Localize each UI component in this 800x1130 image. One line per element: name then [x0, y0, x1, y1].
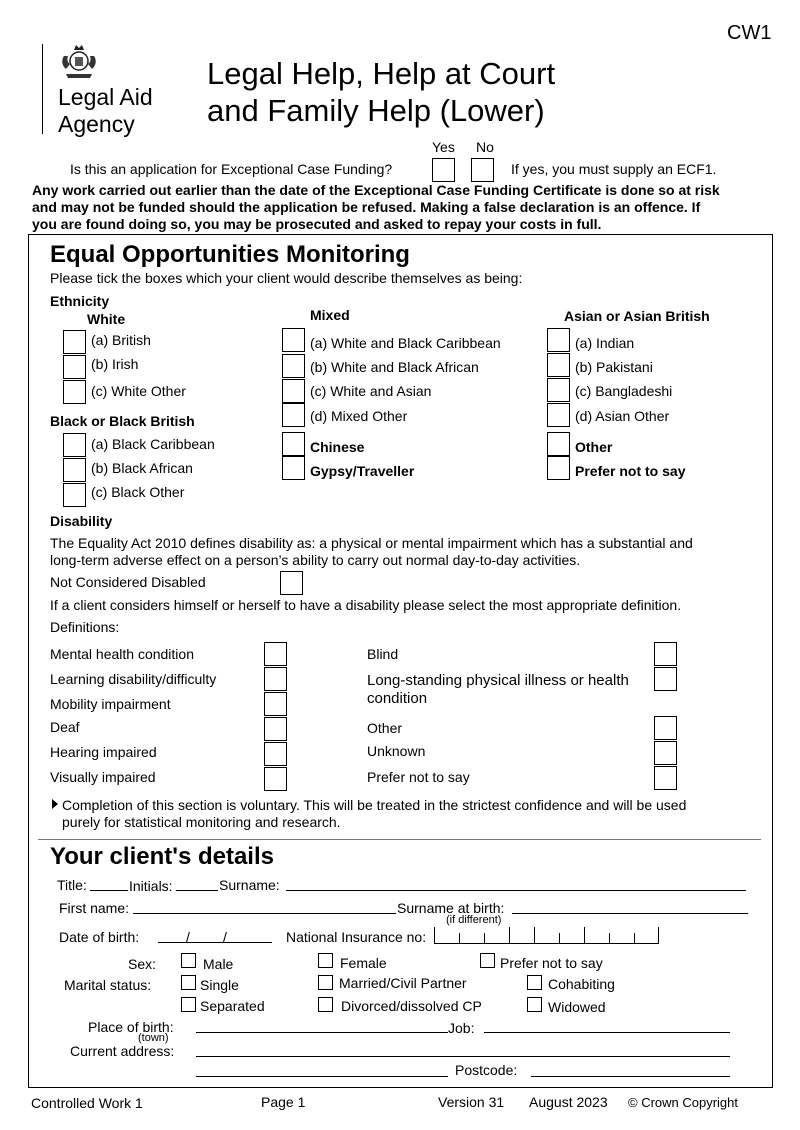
- job-label: Job:: [448, 1020, 475, 1036]
- def-learning-label: Learning disability/difficulty: [50, 671, 217, 687]
- asian-heading: Asian or Asian British: [564, 308, 710, 324]
- def-visual-label: Visually impaired: [50, 769, 156, 785]
- not-disabled-checkbox[interactable]: [280, 571, 303, 595]
- mixed-heading: Mixed: [310, 307, 350, 323]
- other-ethnicity-checkbox[interactable]: [547, 432, 570, 456]
- marital-cohabiting-checkbox[interactable]: [527, 975, 542, 990]
- mixed-other-label: (d) Mixed Other: [310, 408, 408, 424]
- marital-divorced-checkbox[interactable]: [318, 997, 333, 1012]
- def-other-label: Other: [367, 720, 403, 736]
- ecf-yes-label: Yes: [432, 139, 455, 155]
- marital-divorced-label: Divorced/dissolved CP: [341, 998, 482, 1014]
- marital-married-checkbox[interactable]: [318, 975, 333, 990]
- def-visual-checkbox[interactable]: [264, 767, 287, 791]
- asian-indian-checkbox[interactable]: [547, 328, 570, 352]
- dob-slash-1: /: [186, 929, 190, 945]
- white-british-checkbox[interactable]: [63, 330, 86, 354]
- white-irish-label: (b) Irish: [91, 356, 139, 372]
- disability-select-prompt: If a client considers himself or herself to have a disability please select the most appropriate definition.: [50, 597, 682, 613]
- asian-indian-label: (a) Indian: [575, 335, 635, 351]
- asian-bangladeshi-checkbox[interactable]: [547, 378, 570, 402]
- marital-label: Marital status:: [64, 977, 152, 993]
- white-other-label: (c) White Other: [91, 383, 186, 399]
- disability-heading: Disability: [50, 513, 113, 529]
- section-divider: [38, 839, 761, 840]
- footer-copyright: © Crown Copyright: [628, 1095, 739, 1110]
- white-irish-checkbox[interactable]: [63, 355, 86, 379]
- title-label: Title:: [57, 877, 87, 893]
- def-unknown-label: Unknown: [367, 743, 426, 759]
- ni-field[interactable]: [434, 927, 659, 944]
- ecf-question: Is this an application for Exceptional Case Funding?: [70, 161, 393, 177]
- form-title-line2: and Family Help (Lower): [207, 93, 545, 128]
- ecf-warning-line3: you are found doing so, you may be prosecuted and asked to repay your costs in full.: [32, 216, 602, 232]
- marital-widowed-label: Widowed: [548, 999, 606, 1015]
- form-code: CW1: [727, 22, 772, 44]
- sex-prefer-not-checkbox[interactable]: [480, 953, 495, 968]
- voluntary-note-line2: purely for statistical monitoring and research.: [62, 814, 341, 830]
- def-longstanding-checkbox[interactable]: [654, 667, 677, 691]
- other-ethnicity-label: Other: [575, 439, 613, 455]
- black-heading: Black or Black British: [50, 413, 195, 429]
- white-heading: White: [87, 311, 126, 327]
- dob-field[interactable]: [158, 942, 272, 943]
- place-birth-label: Place of birth:: [88, 1019, 174, 1035]
- ecf-warning-line2: and may not be funded should the application be refused. Making a false declaration is an offence. If: [32, 199, 701, 215]
- agency-name-line2: Agency: [58, 111, 135, 137]
- client-details-title: Your client's details: [50, 843, 274, 870]
- disability-definition-line2: long-term adverse effect on a person’s ability to carry out normal day-to-day activities.: [50, 552, 581, 568]
- disability-definition-line1: The Equality Act 2010 defines disability as: a physical or mental impairment which has a substantial and: [50, 535, 693, 551]
- marital-widowed-checkbox[interactable]: [527, 997, 542, 1012]
- chinese-label: Chinese: [310, 439, 365, 455]
- sex-male-checkbox[interactable]: [181, 953, 196, 968]
- mixed-wa-checkbox[interactable]: [282, 379, 305, 403]
- surname-birth-field[interactable]: [512, 913, 748, 914]
- mixed-other-checkbox[interactable]: [282, 403, 305, 427]
- def-prefer-not-checkbox[interactable]: [654, 766, 677, 790]
- marital-single-checkbox[interactable]: [181, 975, 196, 990]
- def-prefer-not-label: Prefer not to say: [367, 769, 470, 785]
- agency-name-line1: Legal Aid: [58, 84, 153, 110]
- address-field-line2[interactable]: [196, 1076, 448, 1077]
- asian-other-checkbox[interactable]: [547, 403, 570, 427]
- black-other-checkbox[interactable]: [63, 483, 86, 507]
- ecf-yes-checkbox[interactable]: [432, 158, 455, 182]
- ecf-no-label: No: [476, 139, 494, 155]
- sex-female-label: Female: [340, 955, 387, 971]
- ecf-no-checkbox[interactable]: [471, 158, 494, 182]
- gypsy-label: Gypsy/Traveller: [310, 463, 415, 479]
- mixed-wba-label: (b) White and Black African: [310, 359, 479, 375]
- sex-female-checkbox[interactable]: [318, 953, 333, 968]
- def-mental-health-label: Mental health condition: [50, 646, 194, 662]
- ethnicity-heading: Ethnicity: [50, 293, 110, 309]
- first-name-label: First name:: [59, 900, 130, 916]
- def-longstanding-label: Long-standing physical illness or health: [367, 672, 629, 689]
- town-note: (town): [138, 1032, 169, 1044]
- white-british-label: (a) British: [91, 332, 151, 348]
- sex-male-label: Male: [203, 956, 234, 972]
- mixed-wba-checkbox[interactable]: [282, 354, 305, 378]
- initials-label: Initials:: [129, 878, 173, 894]
- footer-version: Version 31: [438, 1094, 505, 1110]
- gypsy-checkbox[interactable]: [282, 456, 305, 480]
- dob-slash-2: /: [223, 929, 227, 945]
- form-title-line1: Legal Help, Help at Court: [207, 56, 556, 91]
- dob-label: Date of birth:: [59, 929, 140, 945]
- ecf-warning-line1: Any work carried out earlier than the date of the Exceptional Case Funding Certificate is done so at risk: [32, 182, 720, 198]
- chinese-checkbox[interactable]: [282, 432, 305, 456]
- def-hearing-label: Hearing impaired: [50, 744, 157, 760]
- black-caribbean-checkbox[interactable]: [63, 433, 86, 457]
- ethnicity-prefer-not-checkbox[interactable]: [547, 456, 570, 480]
- sex-label: Sex:: [128, 956, 157, 972]
- def-deaf-label: Deaf: [50, 719, 80, 735]
- postcode-field[interactable]: [531, 1076, 730, 1077]
- ethnicity-prefer-not-label: Prefer not to say: [575, 463, 686, 479]
- logo-divider: [42, 44, 43, 134]
- black-african-checkbox[interactable]: [63, 458, 86, 482]
- mixed-wa-label: (c) White and Asian: [310, 383, 432, 399]
- bullet-arrow-icon: [52, 799, 58, 809]
- title-field[interactable]: [90, 890, 128, 891]
- if-different-note: (if different): [446, 914, 502, 926]
- marital-cohabiting-label: Cohabiting: [548, 976, 615, 992]
- def-other-checkbox[interactable]: [654, 716, 677, 740]
- mixed-wbc-checkbox[interactable]: [282, 328, 305, 352]
- footer-form-name: Controlled Work 1: [31, 1095, 143, 1111]
- asian-other-label: (d) Asian Other: [575, 408, 670, 424]
- voluntary-note-line1: Completion of this section is voluntary. This will be treated in the strictest confidence and will be used: [62, 797, 687, 813]
- black-african-label: (b) Black African: [91, 460, 193, 476]
- eom-instruction: Please tick the boxes which your client would describe themselves as being:: [50, 270, 523, 286]
- marital-separated-checkbox[interactable]: [181, 997, 196, 1012]
- footer-date: August 2023: [529, 1094, 608, 1110]
- def-mental-health-checkbox[interactable]: [264, 642, 287, 666]
- address-field-line1[interactable]: [196, 1056, 730, 1057]
- eom-title: Equal Opportunities Monitoring: [50, 241, 410, 268]
- asian-pakistani-checkbox[interactable]: [547, 353, 570, 377]
- definitions-label: Definitions:: [50, 619, 120, 635]
- black-caribbean-label: (a) Black Caribbean: [91, 436, 215, 452]
- marital-single-label: Single: [200, 977, 239, 993]
- black-other-label: (c) Black Other: [91, 484, 185, 500]
- def-learning-checkbox[interactable]: [264, 667, 287, 691]
- def-hearing-checkbox[interactable]: [264, 742, 287, 766]
- crest-icon: [58, 42, 100, 85]
- initials-field[interactable]: [176, 890, 218, 891]
- sex-prefer-not-label: Prefer not to say: [500, 955, 603, 971]
- ni-label: National Insurance no:: [286, 929, 427, 945]
- def-mobility-checkbox[interactable]: [264, 692, 287, 716]
- def-longstanding-label-line2: condition: [367, 690, 428, 707]
- def-deaf-checkbox[interactable]: [264, 717, 287, 741]
- surname-label: Surname:: [219, 877, 280, 893]
- def-unknown-checkbox[interactable]: [654, 741, 677, 765]
- marital-married-label: Married/Civil Partner: [339, 975, 467, 991]
- white-other-checkbox[interactable]: [63, 380, 86, 404]
- marital-separated-label: Separated: [200, 998, 265, 1014]
- place-birth-field[interactable]: [196, 1032, 448, 1033]
- asian-pakistani-label: (b) Pakistani: [575, 359, 653, 375]
- job-field[interactable]: [484, 1032, 730, 1033]
- not-disabled-label: Not Considered Disabled: [50, 574, 206, 590]
- mixed-wbc-label: (a) White and Black Caribbean: [310, 335, 501, 351]
- current-address-label: Current address:: [70, 1043, 175, 1059]
- surname-birth-label: Surname at birth:: [397, 900, 505, 916]
- def-mobility-label: Mobility impairment: [50, 696, 171, 712]
- footer-page: Page 1: [261, 1094, 306, 1110]
- surname-field[interactable]: [286, 890, 746, 891]
- def-blind-label: Blind: [367, 646, 399, 662]
- def-blind-checkbox[interactable]: [654, 642, 677, 666]
- ecf-note: If yes, you must supply an ECF1.: [511, 161, 717, 177]
- asian-bangladeshi-label: (c) Bangladeshi: [575, 383, 673, 399]
- first-name-field[interactable]: [133, 913, 396, 914]
- postcode-label: Postcode:: [455, 1062, 518, 1078]
